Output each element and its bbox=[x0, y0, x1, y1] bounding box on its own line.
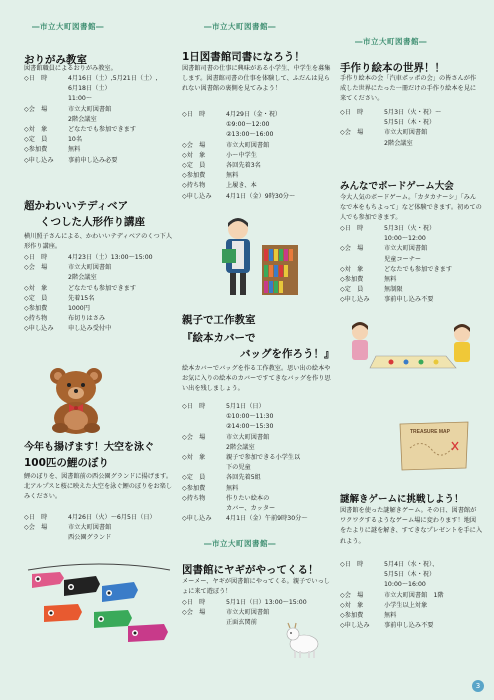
teddy-title-1: 超かわいいテディベア bbox=[24, 200, 129, 212]
detail-row bbox=[24, 105, 174, 115]
treasure-map-illustration bbox=[396, 418, 472, 474]
detail-value: 5月5日（木・祝） bbox=[384, 119, 436, 127]
bookcover-title-2: 『絵本カバーで bbox=[182, 332, 256, 344]
detail-value: 無料 bbox=[384, 612, 397, 620]
detail-row bbox=[340, 560, 482, 570]
goat-details bbox=[182, 598, 307, 629]
detail-value: 布切りはさみ bbox=[68, 315, 106, 323]
detail-value: 下の児童 bbox=[226, 464, 251, 472]
detail-label: ◇会 場 bbox=[340, 245, 364, 253]
detail-value: 無料 bbox=[226, 484, 239, 492]
detail-label: ◇対 象 bbox=[182, 151, 206, 159]
detail-row bbox=[182, 504, 334, 514]
librarian-illustration bbox=[212, 215, 304, 301]
detail-row bbox=[24, 284, 174, 294]
detail-row bbox=[340, 295, 482, 305]
detail-value: 市立大町図書館 bbox=[226, 609, 270, 617]
detail-value: どなたでも参加できます bbox=[68, 284, 137, 292]
detail-value: 4月29日（金・祝） bbox=[226, 111, 282, 118]
detail-label bbox=[182, 504, 226, 514]
bookcover-intro: 絵本カバーでバッグを作る工作教室。思い出の絵本やお気に入りの絵本のカバーですてきなバッグを作り思い出を残しましょう。 bbox=[182, 365, 331, 393]
detail-label: ◇日 時 bbox=[182, 599, 206, 606]
detail-value: 事前申し込み必要 bbox=[68, 156, 118, 164]
detail-row bbox=[182, 453, 334, 463]
detail-row bbox=[182, 608, 292, 618]
detail-value: ①9:00～12:00 bbox=[226, 121, 270, 129]
detail-label: ◇会 場 bbox=[182, 141, 206, 149]
detail-row bbox=[182, 412, 334, 422]
detail-row bbox=[340, 139, 482, 149]
detail-value: 各回先着5組 bbox=[226, 474, 261, 482]
detail-label bbox=[182, 618, 226, 628]
detail-value: 10名 bbox=[68, 136, 83, 144]
detail-row bbox=[340, 580, 482, 590]
shisho-title: 1日図書館司書になろう！ bbox=[182, 51, 305, 63]
detail-label bbox=[182, 443, 226, 453]
teddy-intro: 横川照子さんによる、かわいいテディベアのくつ下人形作り講座。 bbox=[24, 233, 173, 251]
detail-label bbox=[24, 533, 68, 543]
detail-label: ◇申し込み bbox=[24, 325, 54, 333]
detail-row bbox=[24, 135, 174, 145]
detail-row bbox=[182, 443, 334, 453]
detail-label: ◇申し込み bbox=[182, 515, 212, 523]
detail-row bbox=[182, 120, 334, 130]
boardgame-intro: 今大人気のボードゲーム。「カタカナーシ」「みんなで本をもちよって」など体験できます。初めての人でも参加できます。 bbox=[340, 194, 482, 222]
shisho-intro: 図書館司書の仕事に興味がある小学生、中学生を募集します。図書館司書の仕事を体験して、ふだんは見られない図書館の裏側を見てみよう！ bbox=[182, 65, 331, 93]
detail-row bbox=[340, 128, 482, 138]
detail-row bbox=[182, 161, 334, 171]
detail-row bbox=[24, 324, 174, 334]
detail-value: 小～中学生 bbox=[226, 151, 257, 159]
koinobori-illustration bbox=[24, 562, 174, 650]
detail-label: ◇会 場 bbox=[182, 433, 206, 441]
detail-value: 事前申し込み不要 bbox=[384, 622, 434, 630]
detail-label bbox=[24, 94, 68, 104]
treasure-map-label: TREASURE MAP bbox=[409, 429, 451, 435]
detail-row bbox=[182, 130, 334, 140]
detail-row bbox=[24, 84, 174, 94]
detail-value: 市立大町図書館 bbox=[68, 524, 112, 532]
detail-value: どなたでも参加できます bbox=[384, 265, 453, 273]
detail-label bbox=[182, 463, 226, 473]
detail-label: ◇定 員 bbox=[24, 294, 48, 302]
detail-label bbox=[182, 120, 226, 130]
detail-value: 5月4日（水・祝）、 bbox=[384, 561, 439, 568]
detail-label: ◇会 場 bbox=[24, 105, 48, 113]
detail-label bbox=[340, 118, 384, 128]
goat-title: 図書館にヤギがやってくる！ bbox=[182, 564, 319, 576]
detail-row bbox=[182, 618, 292, 628]
detail-label bbox=[24, 115, 68, 125]
detail-row bbox=[340, 621, 482, 631]
detail-value: 5月1日（日）13:00～15:00 bbox=[226, 599, 307, 606]
detail-label: ◇参加費 bbox=[182, 172, 206, 180]
detail-row bbox=[24, 145, 174, 155]
bookcover-title-3: バッグを作ろう！』 bbox=[240, 348, 335, 360]
detail-label: ◇対 象 bbox=[182, 454, 206, 462]
detail-value: どなたでも参加できます bbox=[68, 126, 137, 134]
detail-row bbox=[24, 314, 174, 324]
detail-label: ◇日 時 bbox=[340, 561, 364, 568]
detail-label bbox=[24, 84, 68, 94]
detail-row bbox=[182, 151, 334, 161]
detail-label bbox=[24, 273, 68, 283]
detail-label: ◇日 時 bbox=[24, 75, 48, 82]
shisho-details bbox=[182, 110, 334, 202]
detail-value: ②13:00～16:00 bbox=[226, 131, 274, 139]
detail-row bbox=[182, 192, 334, 202]
detail-value: 親子で参加できる小学生以 bbox=[226, 454, 301, 462]
detail-row bbox=[340, 591, 482, 601]
koi-intro: 鯉のぼりを、図書館前の西公園グランドに揚げます。北アルプスと桜に映えた大空を泳ぐ鯉のぼりをお楽しみください。 bbox=[24, 473, 173, 501]
detail-row bbox=[24, 115, 174, 125]
detail-row bbox=[182, 484, 334, 494]
detail-row bbox=[24, 273, 174, 283]
detail-label bbox=[182, 130, 226, 140]
detail-label: ◇参加費 bbox=[340, 276, 364, 284]
detail-value: 5月3日（火・祝）～ bbox=[384, 109, 442, 116]
detail-row bbox=[182, 473, 334, 483]
detail-row bbox=[340, 224, 482, 234]
detail-row bbox=[182, 171, 334, 181]
detail-label: ◇対 象 bbox=[340, 601, 364, 609]
detail-value: 10:00～12:00 bbox=[384, 235, 426, 243]
detail-row bbox=[182, 598, 307, 608]
header-col3: ―市立大町図書館― bbox=[355, 37, 427, 46]
detail-value: 4月26日（火）～6月5日（日） bbox=[68, 514, 156, 521]
teddy-details bbox=[24, 253, 174, 335]
detail-value: 正面玄関前 bbox=[226, 619, 257, 627]
detail-label: ◇持ち物 bbox=[24, 315, 48, 323]
detail-value: 先着15名 bbox=[68, 294, 95, 302]
detail-value: 各回先着3名 bbox=[226, 162, 261, 170]
detail-row bbox=[24, 533, 174, 543]
detail-row bbox=[340, 244, 482, 254]
detail-row bbox=[24, 263, 174, 273]
detail-label: ◇申し込み bbox=[24, 156, 54, 164]
detail-value: カバー、カッター bbox=[226, 505, 276, 513]
detail-row bbox=[182, 433, 334, 443]
detail-value: 市立大町図書館 bbox=[384, 245, 428, 253]
detail-value: 無料 bbox=[384, 276, 397, 284]
nazotoki-intro: 図書館を使った謎解きゲーム。その日、図書館がワクワクするようなゲーム場に変わります！地図をたよりに謎を解き、すてきなプレゼントを手に入れよう。 bbox=[340, 507, 483, 545]
detail-label: ◇会 場 bbox=[24, 524, 48, 532]
detail-row bbox=[340, 108, 482, 118]
detail-label: ◇申し込み bbox=[340, 296, 370, 304]
detail-row bbox=[340, 601, 482, 611]
detail-label: ◇定 員 bbox=[182, 162, 206, 170]
detail-row bbox=[24, 513, 174, 523]
header-col2-lower: ―市立大町図書館― bbox=[204, 539, 276, 548]
detail-value: 5月5日（木・祝） bbox=[384, 571, 436, 579]
detail-value: 6月18日（土） bbox=[68, 85, 111, 93]
detail-label: ◇申し込み bbox=[182, 192, 212, 200]
detail-row bbox=[24, 253, 174, 263]
detail-label: ◇参加費 bbox=[24, 305, 48, 313]
detail-label: ◇対 象 bbox=[24, 126, 48, 134]
detail-value: 児童コーナー bbox=[384, 255, 422, 263]
origami-title: おりがみ教室 bbox=[24, 54, 87, 66]
bookcover-details bbox=[182, 402, 334, 524]
detail-value: 西公園グランド bbox=[68, 534, 112, 542]
detail-row bbox=[24, 74, 174, 84]
detail-value: 11:00～ bbox=[68, 95, 93, 103]
detail-value: 市立大町図書館 bbox=[226, 141, 270, 149]
detail-label: ◇定 員 bbox=[340, 286, 364, 294]
detail-row bbox=[340, 265, 482, 275]
detail-row bbox=[340, 275, 482, 285]
detail-label: ◇会 場 bbox=[340, 129, 364, 137]
detail-value: 1000円 bbox=[68, 305, 90, 313]
detail-row bbox=[182, 181, 334, 191]
detail-row bbox=[24, 294, 174, 304]
detail-label bbox=[340, 255, 384, 265]
detail-value: 5月3日（火・祝） bbox=[384, 225, 436, 232]
detail-value: 作りたい絵本の bbox=[226, 494, 270, 502]
detail-label: ◇対 象 bbox=[24, 284, 48, 292]
detail-label: ◇申し込み bbox=[340, 622, 370, 630]
detail-label: ◇参加費 bbox=[24, 146, 48, 154]
teddy-bear-illustration bbox=[36, 362, 116, 434]
detail-label bbox=[340, 234, 384, 244]
detail-label bbox=[340, 139, 384, 149]
detail-label bbox=[182, 412, 226, 422]
detail-row bbox=[340, 611, 482, 621]
origami-details bbox=[24, 74, 174, 166]
detail-value: 無制限 bbox=[384, 286, 403, 294]
detail-value: 市立大町図書館 bbox=[68, 264, 112, 272]
detail-value: 無料 bbox=[226, 172, 239, 180]
detail-label: ◇持ち物 bbox=[182, 494, 206, 502]
header-col1: ―市立大町図書館― bbox=[32, 22, 104, 31]
page-number: 3 bbox=[472, 680, 484, 692]
detail-row bbox=[24, 304, 174, 314]
detail-row bbox=[182, 463, 334, 473]
detail-label: ◇参加費 bbox=[182, 484, 206, 492]
teddy-title-2: くつした人形作り講座 bbox=[40, 216, 145, 228]
detail-value: 申し込み受付中 bbox=[68, 325, 112, 333]
detail-value: 小学生以上対象 bbox=[384, 601, 428, 609]
detail-label: ◇日 時 bbox=[340, 109, 364, 116]
detail-row bbox=[24, 125, 174, 135]
origami-intro: 図書館職員によるおりがみ教室。 bbox=[24, 65, 117, 72]
detail-value: 4月23日（土）13:00～15:00 bbox=[68, 254, 153, 261]
detail-label: ◇会 場 bbox=[182, 609, 206, 617]
nazotoki-details bbox=[340, 560, 482, 631]
detail-row bbox=[182, 141, 334, 151]
detail-value: 2階会議室 bbox=[226, 443, 255, 451]
detail-label bbox=[182, 422, 226, 432]
detail-value: 10:00～16:00 bbox=[384, 581, 426, 589]
detail-value: 市立大町図書館 1階 bbox=[384, 591, 444, 599]
detail-value: 2階会議室 bbox=[68, 274, 97, 282]
koi-details bbox=[24, 513, 174, 544]
detail-value: 2階会議室 bbox=[384, 139, 413, 147]
detail-row bbox=[24, 156, 174, 166]
detail-value: 市立大町図書館 bbox=[226, 433, 270, 441]
detail-label: ◇日 時 bbox=[340, 225, 364, 232]
detail-label: ◇日 時 bbox=[24, 254, 48, 261]
detail-value: 市立大町図書館 bbox=[384, 129, 428, 137]
goat-intro: メーメー、ヤギが図書館にやってくる。親子でいっしょに来て遊ぼう！ bbox=[182, 578, 330, 596]
nazotoki-title: 謎解きゲームに挑戦しよう！ bbox=[340, 494, 464, 505]
detail-value: 4月1日（金）9時30分～ bbox=[226, 192, 296, 200]
detail-label: ◇定 員 bbox=[24, 136, 48, 144]
boardgame-illustration bbox=[346, 316, 476, 376]
detail-row bbox=[340, 570, 482, 580]
ehon-details bbox=[340, 108, 482, 149]
detail-label bbox=[340, 570, 384, 580]
boardgame-title: みんなでボードゲーム大会 bbox=[340, 181, 454, 192]
detail-row bbox=[24, 94, 174, 104]
detail-value: 4月1日（金）午前9時30分～ bbox=[226, 515, 308, 523]
detail-value: 事前申し込み不要 bbox=[384, 296, 434, 304]
detail-value: 市立大町図書館 bbox=[68, 105, 112, 113]
detail-row bbox=[182, 422, 334, 432]
detail-label: ◇会 場 bbox=[24, 264, 48, 272]
detail-row bbox=[340, 255, 482, 265]
detail-label: ◇日 時 bbox=[182, 403, 206, 410]
detail-label: ◇定 員 bbox=[182, 474, 206, 482]
detail-value: 無料 bbox=[68, 146, 81, 154]
detail-row bbox=[182, 402, 334, 412]
detail-label: ◇参加費 bbox=[340, 612, 364, 620]
detail-row bbox=[24, 523, 174, 533]
koi-title-2: 100匹の鯉のぼり bbox=[24, 457, 109, 469]
detail-row bbox=[340, 118, 482, 128]
detail-label: ◇日 時 bbox=[182, 111, 206, 118]
detail-value: 2階会議室 bbox=[68, 115, 97, 123]
detail-value: 5月1日（日） bbox=[226, 403, 265, 410]
detail-row bbox=[340, 234, 482, 244]
ehon-title: 手作り絵本の世界！！ bbox=[340, 62, 445, 74]
bookcover-title-1: 親子で工作教室 bbox=[182, 314, 256, 326]
header-col2: ―市立大町図書館― bbox=[204, 22, 276, 31]
detail-label: ◇対 象 bbox=[340, 265, 364, 273]
detail-label bbox=[340, 580, 384, 590]
detail-label: ◇持ち物 bbox=[182, 182, 206, 190]
detail-value: 上履き、本 bbox=[226, 182, 257, 190]
detail-value: ①10:00～11:30 bbox=[226, 413, 274, 421]
detail-label: ◇会 場 bbox=[340, 591, 364, 599]
detail-label: ◇日 時 bbox=[24, 514, 48, 521]
detail-row bbox=[182, 110, 334, 120]
goat-illustration bbox=[284, 620, 324, 660]
detail-value: ②14:00～15:30 bbox=[226, 423, 274, 431]
koi-title-1: 今年も揚げます！大空を泳ぐ bbox=[24, 442, 154, 453]
detail-row bbox=[182, 494, 334, 504]
boardgame-details bbox=[340, 224, 482, 306]
detail-row bbox=[340, 285, 482, 295]
detail-row bbox=[182, 514, 334, 524]
ehon-intro: 手作り絵本の会「汽車ポッポの会」の皆さんが作成した世界にたった一冊だけの手作り絵本を見に来てください。 bbox=[340, 75, 477, 103]
detail-value: 4月16日（土）,5月21日（土）, bbox=[68, 75, 158, 82]
